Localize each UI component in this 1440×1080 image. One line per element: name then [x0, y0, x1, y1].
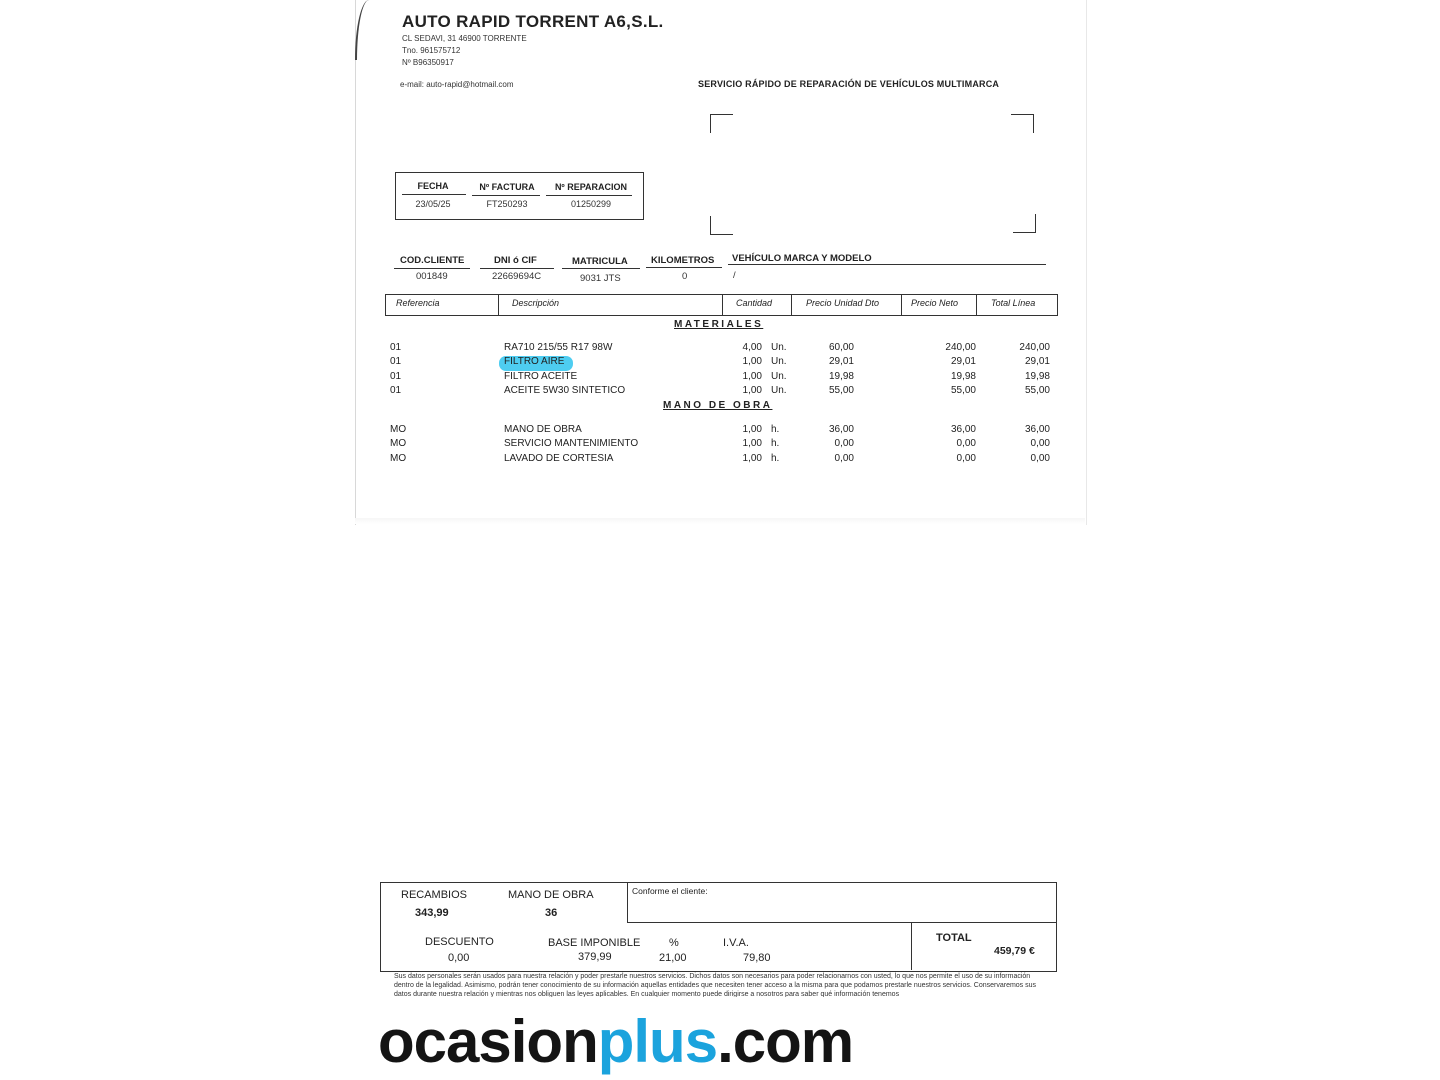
- row-quantity: 4,00: [742, 342, 762, 353]
- row-description: FILTRO ACEITE: [504, 370, 578, 382]
- total-cell: [911, 923, 1056, 970]
- row-unit-price: 0,00: [834, 452, 854, 464]
- parts-label: RECAMBIOS: [401, 889, 468, 901]
- row-quantity: 1,00: [742, 370, 762, 382]
- row-line-total: 0,00: [1030, 452, 1050, 464]
- row-unit: Un.: [771, 370, 787, 382]
- divider: [546, 195, 632, 196]
- materials-section-title: MATERIALES: [674, 319, 764, 330]
- row-quantity: 1,00: [742, 438, 762, 450]
- divider: [562, 268, 640, 269]
- vehicle-model: /: [733, 270, 736, 281]
- row-net-price: 36,00: [950, 424, 976, 435]
- row-unit: Un.: [771, 384, 787, 396]
- row-reference: 01: [390, 356, 402, 368]
- invoice-number: FT250293: [486, 199, 528, 209]
- row-net-price: 0,00: [956, 452, 976, 464]
- row-unit: Un.: [771, 342, 787, 353]
- address-bracket-tr: [1011, 114, 1034, 133]
- table-row: [390, 371, 1060, 385]
- discount-label: DESCUENTO: [425, 936, 494, 948]
- vat-pct-label: %: [669, 937, 679, 949]
- row-description: ACEITE 5W30 SINTETICO: [504, 384, 626, 396]
- row-description: SERVICIO MANTENIMIENTO: [504, 438, 639, 450]
- col-unit-price: Precio Unidad Dto: [806, 298, 880, 308]
- invoice-no-label: Nº FACTURA: [479, 182, 535, 192]
- divider: [480, 268, 554, 269]
- table-row: [390, 453, 1060, 467]
- date-label: FECHA: [417, 181, 449, 191]
- table-row: [390, 424, 1060, 438]
- brand-watermark: [378, 1007, 853, 1076]
- row-net-price: 240,00: [945, 342, 976, 353]
- total-label: TOTAL: [936, 932, 972, 944]
- brand-part-2: plus: [597, 1008, 718, 1075]
- table-row: [390, 438, 1060, 452]
- km-label: KILOMETROS: [651, 255, 715, 266]
- repair-number: 01250299: [570, 199, 612, 209]
- row-description: FILTRO AIRE: [504, 356, 565, 368]
- row-unit: h.: [771, 424, 780, 435]
- divider: [791, 295, 792, 315]
- brand-part-3: .com: [717, 1008, 854, 1075]
- row-line-total: 19,98: [1024, 370, 1050, 382]
- company-nif: Nº B96350917: [402, 58, 454, 67]
- row-quantity: 1,00: [742, 384, 762, 396]
- divider: [646, 267, 722, 268]
- parts-value: 343,99: [415, 907, 449, 919]
- items-table-header: [385, 294, 1058, 316]
- divider: [722, 295, 723, 315]
- col-line-total: Total Línea: [991, 298, 1036, 308]
- divider: [498, 295, 499, 315]
- row-line-total: 36,00: [1024, 424, 1050, 435]
- base-label: BASE IMPONIBLE: [548, 937, 641, 949]
- row-reference: MO: [390, 438, 407, 450]
- company-name: AUTO RAPID TORRENT A6,S.L.: [402, 12, 664, 31]
- row-quantity: 1,00: [742, 356, 762, 368]
- company-email: e-mail: auto-rapid@hotmail.com: [400, 80, 514, 89]
- total-value: 459,79 €: [994, 945, 1035, 957]
- customer-dni: 22669694C: [492, 271, 542, 282]
- address-bracket-br: [1013, 214, 1036, 233]
- row-reference: 01: [390, 384, 402, 396]
- vehicle-label: VEHÍCULO MARCA Y MODELO: [732, 253, 872, 264]
- row-description: LAVADO DE CORTESIA: [504, 452, 614, 464]
- legal-notice: Sus datos personales serán usados para nuestra relación y poder prestarle nuestros servicios. Dichos datos son necesarios para poder relacionarnos con usted, lo que nos permite el uso de su información dentro de la legalidad. Asimismo, podrán tener conocimiento de su información aquellas entidades que necesiten tener acceso a la misma para que podamos prestarle nuestros servicios. Conservaremos sus datos durante nuestra relación y mientras nos obliguen las leyes aplicables. En cualquier momento puede dirigirse a nosotros para saber qué información tenemos: [394, 973, 1037, 997]
- labor-total-value: 36: [545, 907, 558, 919]
- vehicle-km: 0: [682, 271, 688, 282]
- row-unit-price: 60,00: [828, 342, 854, 353]
- row-unit: Un.: [771, 356, 787, 368]
- vehicle-plate: 9031 JTS: [580, 273, 621, 284]
- customer-code-label: COD.CLIENTE: [400, 255, 465, 266]
- company-address: CL SEDAVI, 31 46900 TORRENTE: [402, 34, 527, 43]
- divider: [976, 295, 977, 315]
- row-unit-price: 29,01: [828, 356, 854, 368]
- row-unit-price: 0,00: [834, 438, 854, 450]
- row-line-total: 240,00: [1019, 342, 1050, 353]
- address-bracket-bl: [710, 216, 733, 235]
- vat-value: 79,80: [743, 952, 771, 964]
- divider: [901, 295, 902, 315]
- company-phone: Tno. 961575712: [402, 46, 461, 55]
- address-bracket-tl: [710, 114, 733, 133]
- table-row: [390, 385, 1060, 399]
- col-description: Descripción: [512, 298, 560, 308]
- row-unit-price: 36,00: [828, 424, 854, 435]
- divider: [472, 195, 540, 196]
- dni-label: DNI ó CIF: [494, 255, 537, 266]
- discount-value: 0,00: [448, 952, 470, 964]
- totals-box: [380, 882, 1057, 972]
- repair-no-label: Nº REPARACION: [554, 182, 628, 192]
- row-description: MANO DE OBRA: [504, 424, 582, 435]
- table-row: [390, 356, 1060, 370]
- row-reference: 01: [390, 370, 402, 382]
- client-conform-label: Conforme el cliente:: [632, 886, 708, 896]
- row-net-price: 29,01: [950, 356, 976, 368]
- row-unit-price: 55,00: [828, 384, 854, 396]
- row-net-price: 0,00: [956, 438, 976, 450]
- base-value: 379,99: [578, 951, 612, 963]
- customer-code: 001849: [416, 271, 448, 282]
- table-row: [390, 342, 1060, 356]
- row-quantity: 1,00: [742, 452, 762, 464]
- labor-total-label: MANO DE OBRA: [508, 889, 594, 901]
- row-net-price: 19,98: [950, 370, 976, 382]
- row-line-total: 55,00: [1024, 384, 1050, 396]
- vat-label: I.V.A.: [723, 937, 749, 949]
- labor-section-title: MANO DE OBRA: [663, 400, 773, 411]
- divider: [728, 264, 1046, 265]
- row-description: RA710 215/55 R17 98W: [504, 342, 613, 353]
- row-reference: MO: [390, 452, 407, 464]
- row-quantity: 1,00: [742, 424, 762, 435]
- row-unit: h.: [771, 438, 780, 450]
- row-line-total: 0,00: [1030, 438, 1050, 450]
- row-line-total: 29,01: [1024, 356, 1050, 368]
- client-sign-area: [627, 883, 1056, 923]
- row-reference: 01: [390, 342, 402, 353]
- row-reference: MO: [390, 424, 407, 435]
- row-unit: h.: [771, 452, 780, 464]
- divider: [402, 194, 466, 195]
- col-reference: Referencia: [396, 298, 440, 308]
- plate-label: MATRICULA: [572, 256, 628, 267]
- row-unit-price: 19,98: [828, 370, 854, 382]
- col-net-price: Precio Neto: [911, 298, 959, 308]
- company-tagline: SERVICIO RÁPIDO DE REPARACIÓN DE VEHÍCULOS MULTIMARCA: [698, 79, 1000, 89]
- paper-fold: [355, 518, 1085, 524]
- divider: [394, 268, 470, 269]
- col-quantity: Cantidad: [736, 298, 773, 308]
- row-net-price: 55,00: [950, 384, 976, 396]
- vat-pct-value: 21,00: [659, 952, 687, 964]
- invoice-info-box: [395, 172, 644, 220]
- invoice-date: 23/05/25: [415, 199, 451, 209]
- brand-part-1: ocasion: [378, 1008, 598, 1075]
